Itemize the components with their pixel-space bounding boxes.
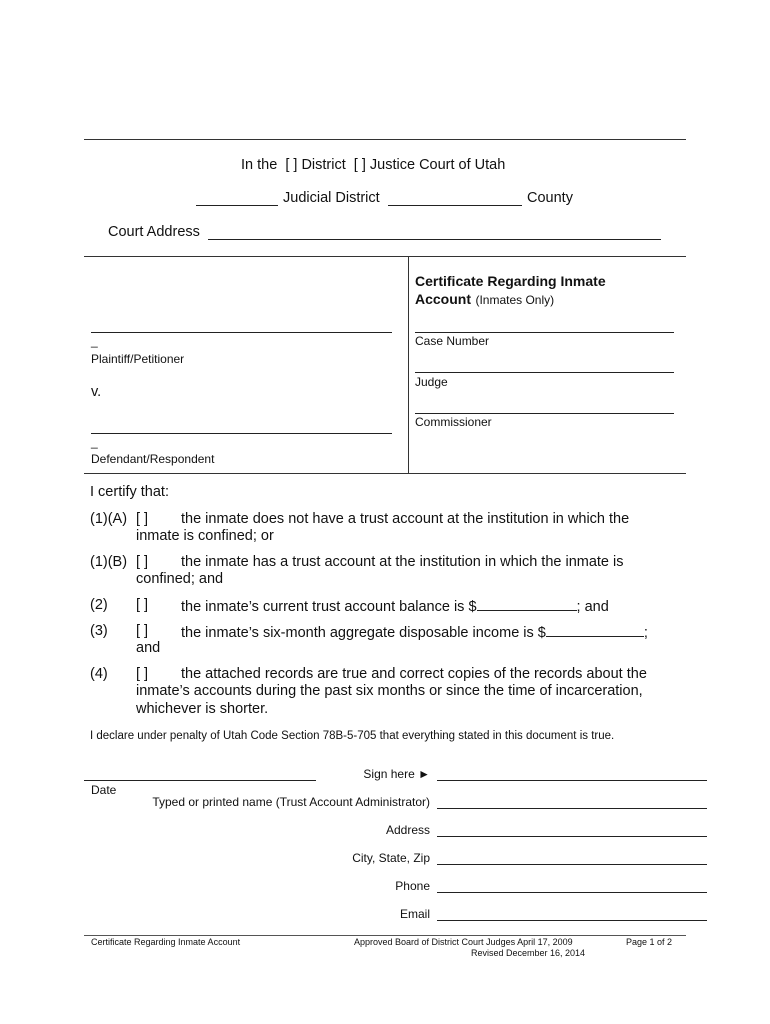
- email-field[interactable]: [437, 920, 707, 921]
- item-number: (3): [90, 623, 108, 639]
- certify-intro: I certify that:: [90, 484, 169, 500]
- document-title-line2: [415, 291, 554, 309]
- judge-field[interactable]: [415, 372, 674, 373]
- item-checkbox[interactable]: [ ]: [136, 623, 149, 639]
- defendant-field[interactable]: [91, 433, 392, 434]
- top-rule: [84, 139, 686, 140]
- caption-bottom-rule: [84, 473, 686, 474]
- item-checkbox[interactable]: [ ]: [136, 597, 149, 613]
- plaintiff-label: Plaintiff/Petitioner: [91, 352, 185, 366]
- footer-rule: [84, 935, 686, 936]
- caption-top-rule: [84, 256, 686, 257]
- county-label: County: [527, 190, 573, 206]
- district-checkbox[interactable]: [ ]: [285, 157, 298, 173]
- title-account: Account: [415, 291, 471, 307]
- declaration-text: I declare under penalty of Utah Code Section 78B-5-705 that everything stated in this document is true.: [90, 730, 615, 742]
- footer-revised: Revised December 16, 2014: [471, 948, 586, 958]
- defendant-label: Defendant/Respondent: [91, 452, 215, 466]
- judicial-district-field[interactable]: [196, 205, 278, 206]
- address-field[interactable]: [437, 836, 707, 837]
- footer-page-number: Page 1 of 2: [626, 937, 673, 947]
- item-text: the inmate has a trust account at the institution in which the inmate is: [181, 554, 624, 570]
- signature-field[interactable]: [437, 780, 707, 781]
- phone-label: Phone: [395, 879, 430, 893]
- court-line: [241, 157, 505, 173]
- item-text-cont: confined; and: [136, 571, 224, 587]
- justice-checkbox[interactable]: [ ]: [353, 157, 366, 173]
- district-label: District: [301, 157, 346, 173]
- footer-form-name: Certificate Regarding Inmate Account: [91, 937, 241, 947]
- item-text-cont: inmate is confined; or: [136, 528, 274, 544]
- court-prefix: In the: [241, 157, 278, 173]
- title-note: (Inmates Only): [475, 293, 555, 307]
- court-address-label: Court Address: [108, 224, 200, 240]
- item-text-cont2: whichever is shorter.: [136, 701, 269, 717]
- typed-name-label: Typed or printed name (Trust Account Administrator): [152, 795, 430, 809]
- item-checkbox[interactable]: [ ]: [136, 666, 149, 682]
- judicial-district-label: Judicial District: [283, 190, 380, 206]
- footer-approved: Approved Board of District Court Judges April 17, 2009: [354, 937, 573, 947]
- item-number: (4): [90, 666, 108, 682]
- city-state-zip-field[interactable]: [437, 864, 707, 865]
- commissioner-label: Commissioner: [415, 415, 492, 429]
- city-state-zip-label: City, State, Zip: [352, 851, 430, 865]
- income-field[interactable]: [546, 622, 644, 637]
- plaintiff-field-tick: _: [91, 334, 98, 348]
- item-text-after: ; and: [576, 599, 609, 615]
- document-title: Certificate Regarding Inmate: [415, 273, 606, 289]
- case-number-field[interactable]: [415, 332, 674, 333]
- date-field[interactable]: [84, 780, 316, 781]
- item-text: the inmate’s six-month aggregate disposable income is $: [181, 625, 546, 641]
- phone-field[interactable]: [437, 892, 707, 893]
- item-text-cont: inmate’s accounts during the past six months or since the time of incarceration,: [136, 683, 643, 699]
- item-checkbox[interactable]: [ ]: [136, 554, 149, 570]
- caption-divider: [408, 256, 409, 473]
- justice-label: Justice Court of Utah: [369, 157, 506, 173]
- item-text-row: [181, 596, 660, 616]
- item-text: the inmate’s current trust account balance is $: [181, 599, 477, 615]
- item-text: the inmate does not have a trust account at the institution in which the: [181, 511, 630, 527]
- item-checkbox[interactable]: [ ]: [136, 511, 149, 527]
- item-number: (1)(A): [90, 511, 128, 527]
- versus-label: v.: [91, 384, 102, 400]
- item-text: the attached records are true and correct copies of the records about the: [181, 666, 647, 682]
- balance-field[interactable]: [477, 596, 577, 611]
- item-text-cont: and: [136, 640, 161, 656]
- item-number: (2): [90, 597, 108, 613]
- judge-label: Judge: [415, 375, 448, 389]
- email-label: Email: [399, 907, 430, 921]
- item-number: (1)(B): [90, 554, 128, 570]
- court-address-field[interactable]: [208, 239, 661, 240]
- county-field[interactable]: [388, 205, 522, 206]
- plaintiff-field[interactable]: [91, 332, 392, 333]
- address-label: Address: [385, 823, 430, 837]
- sign-here-label: Sign here ►: [363, 767, 430, 781]
- date-label: Date: [91, 783, 117, 797]
- case-number-label: Case Number: [415, 334, 490, 348]
- defendant-field-tick: _: [91, 435, 98, 449]
- commissioner-field[interactable]: [415, 413, 674, 414]
- item-text-after: ;: [643, 625, 648, 641]
- typed-name-field[interactable]: [437, 808, 707, 809]
